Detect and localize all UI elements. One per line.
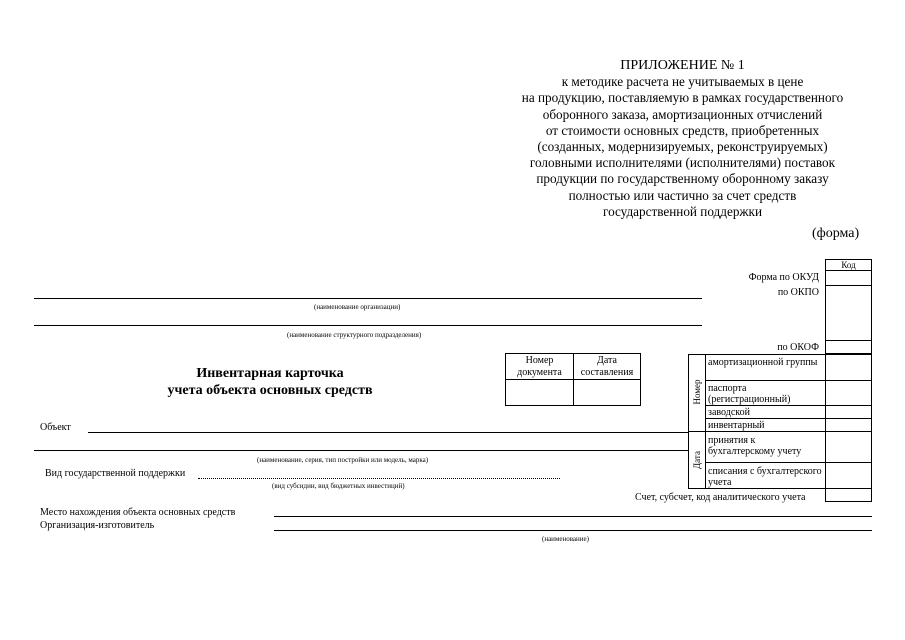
account-value[interactable] — [825, 488, 872, 502]
location-label: Место нахождения объекта основных средств — [40, 507, 236, 518]
header-line-6: (созданных, модернизируемых, реконструируемых) — [537, 139, 828, 155]
row-factory-label: заводской — [708, 407, 750, 418]
doc-number-label: Номер документа — [517, 355, 562, 378]
subdivision-caption: (наименование структурного подразделения) — [287, 331, 422, 339]
object-line-1[interactable] — [88, 432, 688, 433]
row-writeoff-value[interactable] — [825, 462, 872, 489]
row-amort-group-value[interactable] — [825, 354, 872, 381]
okpo-label: по ОКПО — [777, 287, 819, 298]
header-line-5: от стоимости основных средств, приобретенных — [545, 122, 820, 138]
subsidy-caption: (вид субсидии, вид бюджетных инвестиций) — [272, 482, 405, 490]
row-writeoff-label: списания с бухгалтерского учета — [708, 466, 822, 488]
row-passport-label: паспорта (регистрационный) — [708, 383, 791, 405]
object-label: Объект — [40, 422, 71, 433]
row-inventory — [705, 418, 826, 432]
kod-label: Код — [841, 260, 856, 270]
okud-label: Форма по ОКУД — [748, 272, 819, 283]
header-line-9: полностью или частично за счет средств — [568, 187, 797, 203]
subdivision-line[interactable] — [34, 325, 702, 326]
header-line-3: на продукцию, поставляемую в рамках государственного — [521, 90, 844, 106]
code-okud-cell[interactable] — [825, 270, 872, 286]
object-line-2[interactable] — [34, 450, 688, 451]
row-passport — [705, 380, 826, 406]
card-title-line-1: Инвентарная карточка — [196, 366, 344, 381]
header-line-2: к методике расчета не учитываемых в цене — [561, 74, 804, 90]
header-line-4: оборонного заказа, амортизационных отчислений — [542, 106, 823, 122]
header-line-1: ПРИЛОЖЕНИЕ № 1 — [620, 58, 745, 73]
header-line-7: головными исполнителями (исполнителями) поставок — [529, 155, 836, 171]
row-inventory-label: инвентарный — [708, 420, 765, 431]
card-title — [145, 365, 395, 399]
org-caption: (наименование организации) — [314, 303, 401, 311]
location-line[interactable] — [274, 516, 872, 517]
row-passport-value[interactable] — [825, 380, 872, 406]
row-amort-group — [705, 354, 826, 381]
card-title-line-2: учета объекта основных средств — [167, 383, 373, 398]
manufacturer-label: Организация-изготовитель — [40, 520, 155, 531]
header-line-8: продукции по государственному оборонному заказу — [536, 171, 829, 187]
row-accept — [705, 431, 826, 463]
manufacturer-line[interactable] — [274, 530, 872, 531]
support-line[interactable] — [198, 478, 560, 479]
row-writeoff — [705, 462, 826, 489]
org-line[interactable] — [34, 298, 702, 299]
name-caption: (наименование) — [542, 535, 589, 543]
code-okpo-cell[interactable] — [825, 285, 872, 341]
row-factory — [705, 405, 826, 419]
doc-date-header — [573, 353, 641, 380]
row-amort-group-label: амортизационной группы — [708, 357, 818, 368]
code-okof-cell[interactable] — [825, 340, 872, 354]
row-accept-value[interactable] — [825, 431, 872, 463]
doc-date-label: Дата составления — [580, 355, 634, 378]
nomer-label: Номер — [692, 379, 702, 405]
row-inventory-value[interactable] — [825, 418, 872, 432]
object-caption: (наименование, серия, тип постройки или модель, марка) — [257, 456, 429, 464]
row-accept-label: принятия к бухгалтерскому учету — [708, 435, 802, 457]
appendix-header — [480, 58, 885, 220]
data-label: Дата — [692, 451, 702, 469]
doc-number-header — [505, 353, 574, 380]
support-label: Вид государственной поддержки — [45, 468, 186, 479]
doc-date-cell[interactable] — [573, 379, 641, 406]
header-line-10: государственной поддержки — [603, 203, 762, 219]
doc-number-cell[interactable] — [505, 379, 574, 406]
forma-label: (форма) — [812, 226, 860, 241]
okof-label: по ОКОФ — [777, 342, 819, 353]
account-label: Счет, субсчет, код аналитического учета — [635, 492, 806, 503]
row-factory-value[interactable] — [825, 405, 872, 419]
